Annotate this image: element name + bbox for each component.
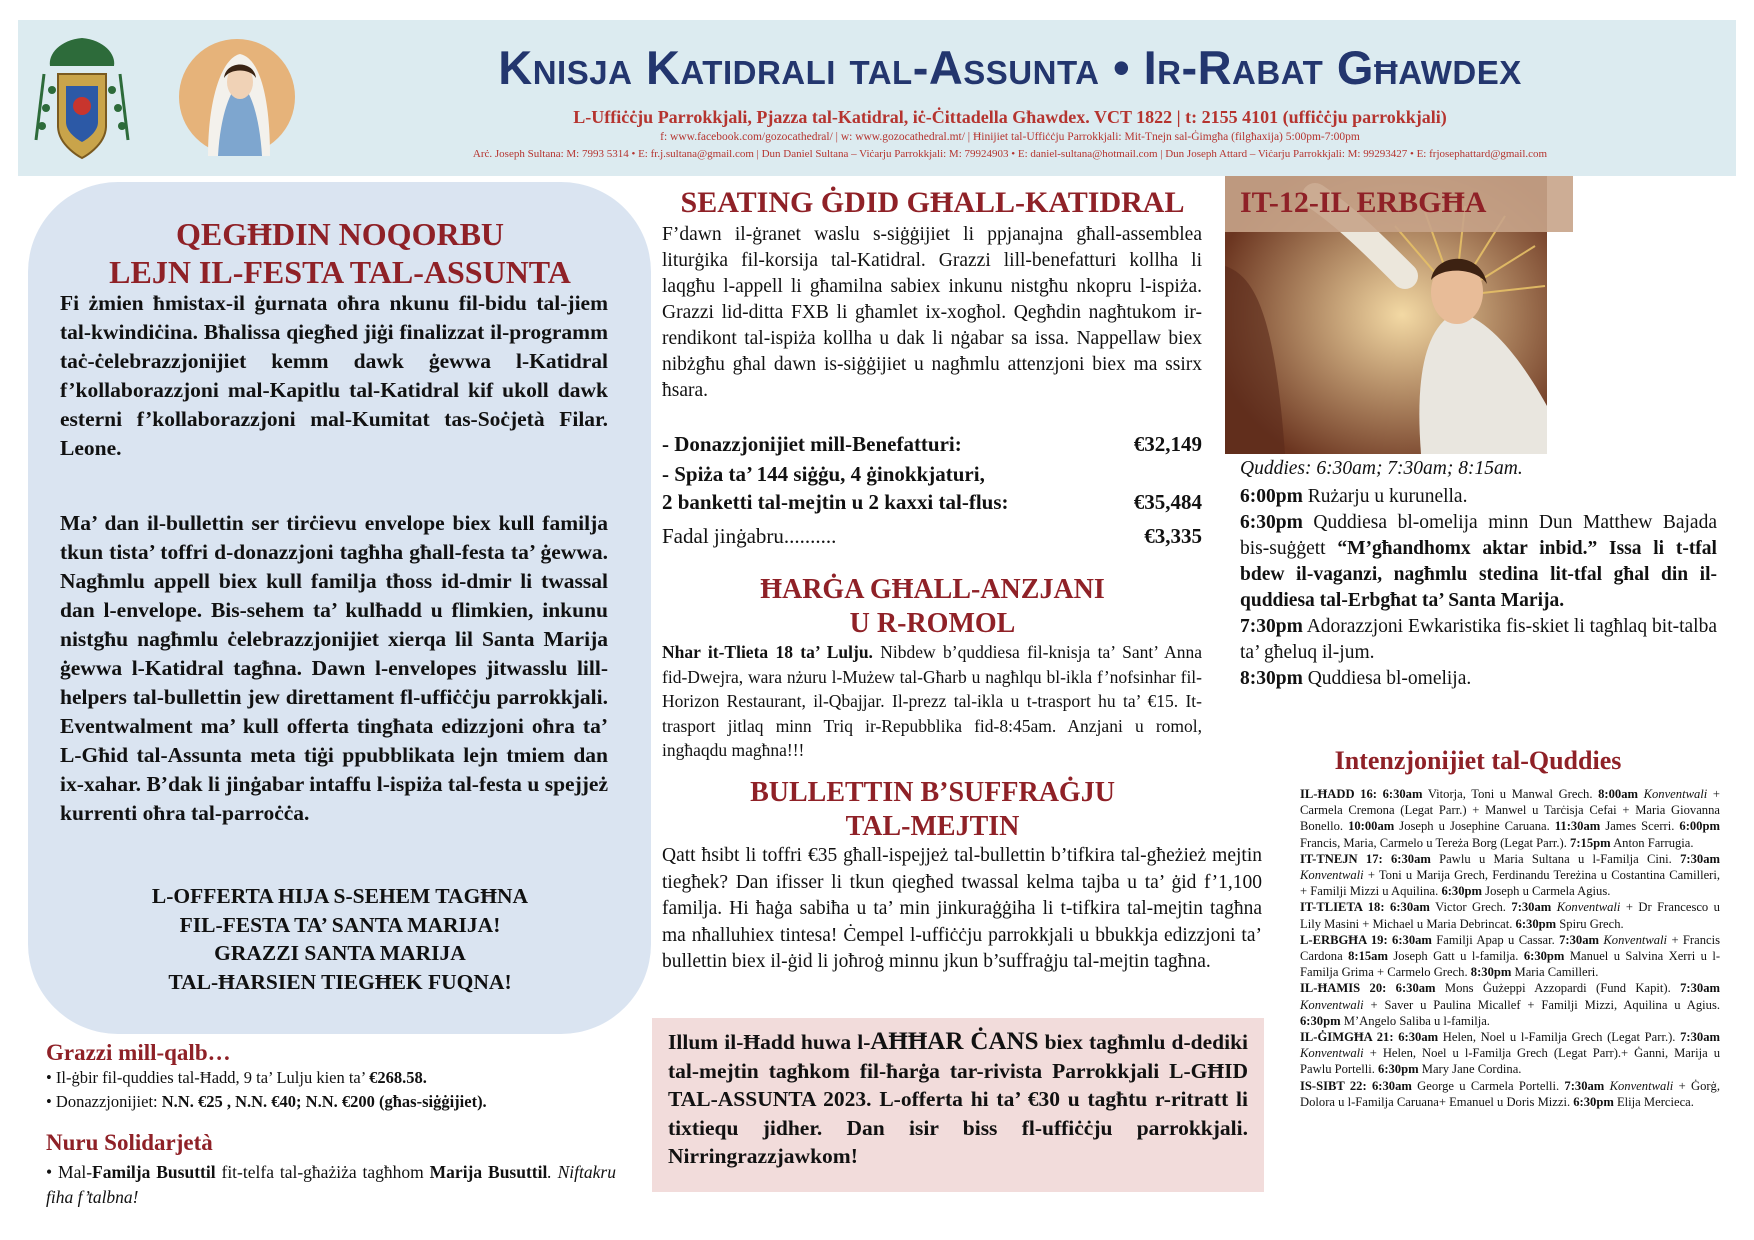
grazzi-collection-line xyxy=(46,1068,427,1088)
intention-day-label: IT-TLIETA 18: xyxy=(1300,900,1385,915)
nuru-mid: fit-telfa tal-għażiża tagħhom xyxy=(215,1162,430,1182)
expense-label-1: - Spiża ta’ 144 siġġu, 4 ġinokkjaturi, xyxy=(662,462,985,486)
intention-day-label: IL-ĠIMGĦA 21: xyxy=(1300,1030,1394,1045)
bullettin-heading-line-2: TAL-MEJTIN xyxy=(845,811,1020,842)
nuru-end: . Niftakru fiha f’talbna! xyxy=(46,1162,616,1207)
intention-day-label: IT-TNEJN 17: xyxy=(1300,851,1383,866)
intention-day-text: 6:30am George u Carmela Portelli. 7:30am Konventwali + Ġorġ, Dolora u l-Familja Caruana+ Emanuel u Doris Mizzi. 6:30pm Elija Mercieca. xyxy=(1300,1078,1721,1109)
quddies-times: Quddies: 6:30am; 7:30am; 8:15am. xyxy=(1240,458,1523,479)
intention-day xyxy=(1300,786,1720,851)
harga-body: Nibdew b’quddiesa fil-knisja ta’ Sant’ Anna fid-Dwejra, wara nżuru l-Mużew tal-Għarb u nagħlqu bl-ikla f’nofsinhar fil-Horizon Restaurant, il-Qbajjar. Il-prezz tal-ikla u t-trasport hu ta’ €15. It-trasport jitlaq minn Triq ir-Repubblika fid-8:45am. Anzjani u romol, ingħaqdu magħna!!! xyxy=(662,642,1202,760)
intention-day-label: L-ERBGĦA 19: xyxy=(1300,932,1388,947)
intention-day-text: 6:30am Victor Grech. 7:30am Konventwali + Dr Francesco u Lily Masini + Michael u Maria Debrincat. 6:30pm Spiru Grech. xyxy=(1300,900,1720,931)
notice-paragraph xyxy=(668,1028,1248,1171)
nuru-heading: Nuru Solidarjetà xyxy=(46,1130,213,1155)
expense-row-2 xyxy=(662,490,1202,515)
schedule-time: 7:30pm xyxy=(1240,616,1303,637)
donations-row xyxy=(662,432,1202,457)
grazzi-donations-text: • Donazzjonijiet: xyxy=(46,1092,162,1111)
expense-row-1 xyxy=(662,462,1202,487)
festa-paragraph-1: Fi żmien ħmistax-il ġurnata oħra nkunu fil-bidu tal-jiem tal-kwindiċina. Bħalissa qiegħed jiġi finalizzat il-programm taċ-ċelebrazzjonijiet kemm dawk ġewwa l-Katidral f’kollaborazzjoni mal-Kapitlu tal-Katidral kif ukoll dawk esterni f’kollaborazzjoni mal-Kumitat tas-Soċjetà Filar. Leone. xyxy=(60,291,608,460)
harga-heading-line-1: ĦARĠA GĦALL-ANZJANI xyxy=(760,574,1105,605)
expense-label-2: 2 banketti tal-mejtin u 2 kaxxi tal-flus: xyxy=(662,490,1009,514)
grazzi-collection-text: • Il-ġbir fil-quddies tal-Ħadd, 9 ta’ Lulju kien ta’ xyxy=(46,1068,370,1087)
intenzjonijiet-heading: Intenzjonijiet tal-Quddies xyxy=(1334,746,1622,775)
bullettin-heading xyxy=(660,776,1205,844)
intention-day-text: 6:30am Familji Apap u Cassar. 7:30am Konventwali + Francis Cardona 8:15am Joseph Gatt u l-familja. 6:30pm Manuel u Salvina Xerri u l-Familja Grima + Carmelo Grech. 8:30pm Maria Camilleri. xyxy=(1300,932,1721,980)
intention-day xyxy=(1300,851,1720,900)
closing-line-2: FIL-FESTA TA’ SANTA MARIJA! xyxy=(179,912,501,937)
intention-day-label: IS-SIBT 22: xyxy=(1300,1078,1367,1093)
web-line: f: www.facebook.com/gozocathedral/ | w: www.gozocathedral.mt/ | Ħinijiet tal-Uffiċċju Parrokkjali: Mit-Tnejn sal-Ġimgħa (filgħaxija) 5:00pm-7:00pm xyxy=(660,131,1360,143)
donations-value: €32,149 xyxy=(1133,432,1202,456)
festa-paragraph-2: Ma’ dan il-bullettin ser tirċievu envelope biex kull familja tkun tista’ toffri d-donazzjoni tagħha għall-festa ta’ ġewwa. Nagħmlu appell biex kull familja tħoss id-dmir li twassal dan l-envelope. Bis-sehem ta’ kulħadd u flimkien, inkunu nistgħu nagħmlu ċelebrazzjonijiet xierqa lil Santa Marija ġewwa l-Katidral tagħna. Dawn l-envelopes jitwasslu lill-helpers tal-bullettin jew direttament fl-uffiċċju parrokkjali. Eventwalment ma’ kull offerta tingħata edizzjoni oħra ta’ L-Għid tal-Assunta meta tiġi ppubblikata lejn tmiem dan ix-xahar. B’dak li jinġabar intaffu l-ispiża tal-festa u spejjeż kurrenti oħra tal-parroċċa. xyxy=(60,511,608,825)
notice-caps: AĦĦAR ĊANS xyxy=(870,1028,1039,1055)
nuru-paragraph xyxy=(46,1160,616,1210)
grazzi-heading: Grazzi mill-qalb… xyxy=(46,1040,231,1065)
nuru-family: Familja Busuttil xyxy=(92,1162,216,1182)
festa-closing xyxy=(40,882,640,996)
closing-line-4: TAL-ĦARSIEN TIEGĦEK FUQNA! xyxy=(168,969,512,994)
erbgha-schedule xyxy=(1240,484,1717,692)
harga-heading xyxy=(660,573,1205,641)
notice-body: biex tagħmlu d-dediki tal-mejtin tagħkom fil-ħarġa tar-rivista Parrokkjali L-GĦID TAL-ASSUNTA 2023. L-offerta hi ta’ €30 u tagħtu r-ritratt li tixtiequ jidher. Dan isir biss fl-uffiċċju parrokkjali. Nirringrazzjawkom! xyxy=(668,1030,1248,1168)
intention-day-text: 6:30am Mons Ġużeppi Azzopardi (Fund Kapit). 7:30am Konventwali + Saver u Paulina Micallef + Familji Mizzi, Aquilina u Agius. 6:30pm M’Angelo Saliba u l-familja. xyxy=(1300,981,1720,1028)
harga-heading-line-2: U R-ROMOL xyxy=(849,608,1016,639)
intention-day-text: 6:30am Helen, Noel u l-Familja Grech (Legat Parr.). 7:30am Konventwali + Helen, Noel u l-Familja Grech (Legat Parr).+ Ġanni, Marija u Pawlu Portelli. 6:30pm Mary Jane Cordina. xyxy=(1300,1030,1720,1077)
festa-heading-line-2: LEJN IL-FESTA TAL-ASSUNTA xyxy=(109,254,571,290)
nuru-name: Marija Busuttil xyxy=(429,1162,548,1182)
grazzi-donations-line xyxy=(46,1092,487,1112)
schedule-desc: Adorazzjoni Ewkaristika fis-skiet li tagħlaq bit-talba ta’ għeluq il-jum. xyxy=(1240,616,1717,663)
schedule-desc: Quddiesa bl-omelija. xyxy=(1302,668,1472,689)
schedule-item xyxy=(1240,666,1717,692)
schedule-time: 8:30pm xyxy=(1240,668,1303,689)
schedule-quote: “M’għandhomx aktar inbid.” xyxy=(1337,538,1598,559)
grazzi-collection-amount: €268.58. xyxy=(369,1068,427,1087)
harga-lead: Nhar it-Tlieta 18 ta’ Lulju. xyxy=(662,642,873,662)
festa-heading xyxy=(40,215,640,291)
schedule-item xyxy=(1240,484,1717,510)
grazzi-donations-amounts: N.N. €25 , N.N. €40; N.N. €200 (għas-siġġijiet). xyxy=(161,1092,487,1111)
intention-day-text: 6:30am Pawlu u Maria Sultana u l-Familja Cini. 7:30am Konventwali + Toni u Marija Grech, Ferdinandu Tereżina u Costantina Camilleri, + Familji Mizzi u Aquilina. 6:30pm Joseph u Carmela Agius. xyxy=(1300,851,1720,899)
erbgha-heading: IT-12-IL ERBGĦA xyxy=(1240,186,1487,219)
madonna-medallion-icon xyxy=(178,38,296,156)
bullettin-heading-line-1: BULLETTIN B’SUFFRAĠJU xyxy=(750,777,1115,808)
closing-line-3: GRAZZI SANTA MARIJA xyxy=(214,941,466,965)
intention-day-label: IL-ĦAMIS 20: xyxy=(1300,981,1387,996)
notice-pre: Illum il-Ħadd huwa l- xyxy=(668,1030,871,1054)
intention-day xyxy=(1300,980,1720,1029)
donations-label: - Donazzjonijiet mill-Benefatturi: xyxy=(662,432,962,456)
schedule-invite: Issa li t-tfal bdew il-vaganzi, nagħmlu stedina lit-tfal għal din il-quddiesa tal-Erbgħat ta’ Santa Marija. xyxy=(1240,538,1717,611)
intention-day xyxy=(1300,1078,1720,1110)
schedule-item xyxy=(1240,510,1717,614)
schedule-desc: Rużarju u kurunella. xyxy=(1302,486,1468,507)
schedule-time: 6:00pm xyxy=(1240,486,1303,507)
remaining-row xyxy=(662,524,1202,549)
bishop-crest-icon xyxy=(30,30,134,170)
schedule-time: 6:30pm xyxy=(1240,512,1303,533)
schedule-desc: Quddiesa bl-omelija minn Dun Matthew Bajada bis-suġġett xyxy=(1240,512,1717,559)
intention-day xyxy=(1300,932,1720,981)
festa-heading-line-1: QEGĦDIN NOQORBU xyxy=(175,216,505,252)
address-line: L-Uffiċċju Parrokkjali, Pjazza tal-Katidral, iċ-Ċittadella Għawdex. VCT 1822 | t: 2155 4101 (uffiċċju parrokkjali) xyxy=(573,107,1447,127)
nuru-pre: • Mal- xyxy=(46,1162,93,1182)
intention-day xyxy=(1300,899,1720,931)
harga-paragraph xyxy=(662,640,1202,763)
closing-line-1: L-OFFERTA HIJA S-SEHEM TAGĦNA xyxy=(151,884,529,908)
intention-day-label: IL-ĦADD 16: xyxy=(1300,787,1377,801)
expense-value: €35,484 xyxy=(1133,490,1202,514)
intention-day xyxy=(1300,1029,1720,1078)
bullettin-paragraph: Qatt ħsibt li toffri €35 għall-ispejjeż tal-bullettin b’tifkira tal-għeżież mejtin tiegħek? Dan ifisser li tkun qiegħed twassal kelma tajba u ta’ ġid f’1,100 familja. Hi ħaġa sabiħa u ta’ min jinkuraġġiha li t-tifkira tal-mejtin tagħna ma nħalluhiex tintesa! Ċempel l-uffiċċju parrokkjali u bbukkja edizzjoni ta’ bullettin biex il-ġid li joħroġ minnu jkun b’suffraġju tal-mejtin tagħna. xyxy=(662,845,1262,972)
intenzjonijiet-list xyxy=(1300,786,1720,1110)
remaining-label: Fadal jinġabru.......... xyxy=(662,524,837,548)
seating-paragraph: F’dawn il-ġranet waslu s-siġġijiet li ppjanajna għall-assemblea liturġika fil-korsija tal-Katidral. Grazzi lill-benefatturi kollha li laqgħu l-appell li għamilna sabiex inkunu nistgħu nkopru l-ispiża. Grazzi lid-ditta FXB li għamlet ix-xogħol. Qegħdin nagħtukom ir-rendikont tal-ispiża kollha u dak li nġabar sa issa. Nappellaw biex nibżgħu għal dawn is-siġġijiet u nagħmlu attenzjoni biex ma ssirx ħsara. xyxy=(662,224,1202,401)
contacts-line: Arċ. Joseph Sultana: M: 7993 5314 • E: fr.j.sultana@gmail.com | Dun Daniel Sultana – Viċarju Parrokkjali: M: 79924903 • E: daniel-sultana@hotmail.com | Dun Joseph Attard – Viċarju Parrokkjali: M: 99293427 • E: frjosephattard@gmail.com xyxy=(472,148,1548,160)
schedule-item xyxy=(1240,614,1717,666)
intention-day-text: 6:30am Vitorja, Toni u Manwal Grech. 8:00am Konventwali + Carmela Cremona (Legat Parr.) + Manwel u Tarċisja Cefai + Maria Giovanna Bonello. 10:00am Joseph u Josephine Caruana. 11:30am James Scerri. 6:00pm Francis, Maria, Carmelo u Tereża Borg (Legat Parr.). 7:15pm Anton Farrugia. xyxy=(1300,787,1720,850)
page-title: Knisja Katidrali tal-Assunta • Ir-Rabat Għawdex xyxy=(498,41,1522,94)
seating-heading: SEATING ĠDID GĦALL-KATIDRAL xyxy=(680,186,1185,219)
remaining-value: €3,335 xyxy=(1144,524,1202,548)
